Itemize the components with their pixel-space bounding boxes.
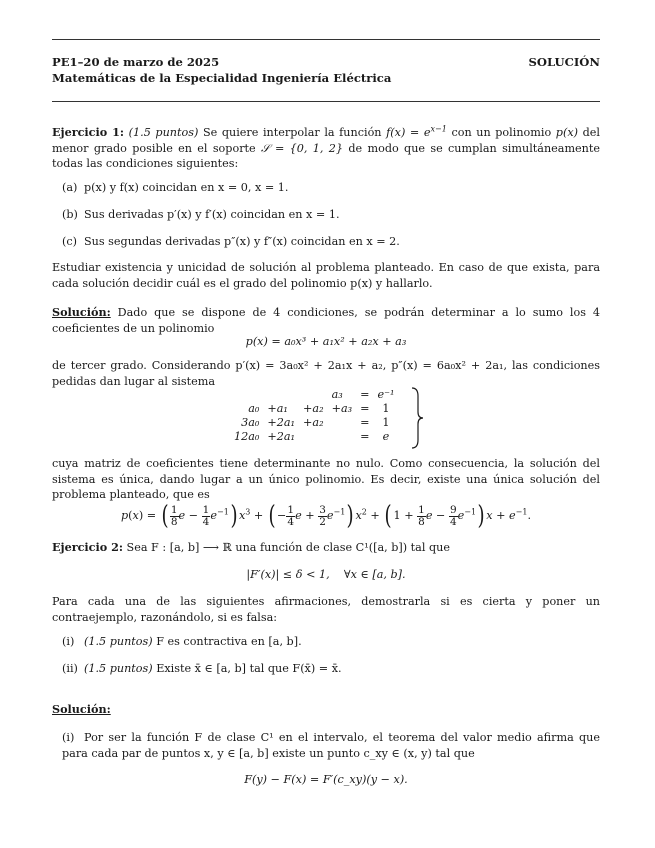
mean-value-formula: F(y) − F(x) = F′(c_xy)(y − x). (244, 773, 408, 786)
final-polynomial: p(x) = ( $\frac{1}{8}$ e − $\frac{1}{4}$ $e^{-1}$) $x^3$ + ( − $\frac{1}{4}$ e + $\frac{3}{2}$ $e^{-1}$) $x^2$ + ( 1 + $\frac{1}{8}$ e − $\frac{9}{4}$ $e^{-1}$) $x + e^{-1}$. (120, 501, 531, 531)
polynomial-formula: p(x) = a₀x³ + a₁x² + a₂x + a₃ (245, 335, 407, 348)
solution-label: SOLUCIÓN (528, 55, 600, 69)
system-row: a₃ = e⁻¹ (331, 388, 395, 401)
solution-2-label: Solución: (52, 702, 111, 716)
top-rule (52, 39, 600, 40)
condition-b: (b) Sus derivadas p′(x) y f′(x) coincidan en x = 1. (62, 208, 340, 221)
claim-i: (i) (1.5 puntos) F es contractiva en [a, b]. (62, 635, 302, 648)
document-header (52, 55, 600, 86)
linear-system (230, 388, 399, 444)
exercise-2-label: Ejercicio 2: (52, 540, 123, 554)
support-set: 𝒮 = {0, 1, 2} (261, 141, 344, 155)
header-bottom-rule (52, 101, 600, 102)
exercise-1-text: Se quiere interpolar la función (202, 126, 382, 139)
exercise-2-statement: Ejercicio 2: Sea F : [a, b] ⟶ ℝ una función de clase C¹([a, b]) tal que (52, 540, 450, 554)
exercise-1-text: del menor grado posible en el soporte (52, 126, 600, 155)
solution-1-intro: Solución: Dado que se dispone de 4 condiciones, se podrán determinar a lo sumo los 4 coeficientes de un polinomio (52, 305, 601, 335)
solution-1-derivatives: de tercer grado. Considerando p′(x) = 3a₀x² + 2a₁x + a₂, p″(x) = 6a₀x² + 2a₁, las condiciones pedidas dan lugar al sistema (52, 359, 600, 388)
exercise-1-statement (52, 125, 600, 172)
exercise-1-question: Estudiar existencia y unicidad de solución al problema planteado. En caso de que exista, para cada solución decidir cuál es el grado del polinomio p(x) y hallarlo. (52, 261, 600, 290)
claim-ii: (ii) (1.5 puntos) Existe x̄ ∈ [a, b] tal que F(x̄) = x̄. (62, 662, 342, 675)
system-row: a₀ +a₁ +a₂ +a₃ = 1 (248, 402, 390, 415)
solution-2-label-line (52, 702, 600, 718)
system-row: 12a₀ +2a₁ = e (234, 430, 390, 443)
exercise-2-text: Para cada una de las siguientes afirmaciones, demostrarla si es cierta y poner un contraejemplo, razonándolo, si es falsa: (52, 595, 600, 624)
derivative-bound: |F′(x)| ≤ δ < 1, ∀x ∈ [a, b]. (246, 568, 406, 581)
function-f: $f(x) = e^{x-1}$ (386, 124, 447, 139)
exercise-1-points: (1.5 puntos) (128, 126, 199, 139)
polynomial-p: p(x) (555, 126, 578, 139)
condition-a: (a) p(x) y f(x) coincidan en x = 0, x = 1. (62, 181, 289, 194)
right-brace-icon (410, 386, 424, 450)
exam-title: PE1–20 de marzo de 2025 (52, 55, 220, 69)
condition-c: (c) Sus segundas derivadas p″(x) y f″(x) coincidan en x = 2. (62, 235, 400, 248)
exercise-1-text: con un polinomio (451, 126, 552, 139)
solution-1-label: Solución: (52, 305, 111, 319)
exercise-1-text: de modo que se cumplan simultáneamente todas las condiciones siguientes: (52, 141, 600, 170)
solution-1-conclusion: cuya matriz de coeficientes tiene determinante no nulo. Como consecuencia, la solución del sistema es única, dando lugar a un único polinomio. Es decir, existe una única solución del problema planteado, que es (52, 457, 600, 501)
solution-2-item-i: (i) Por ser la función F de clase C¹ en el intervalo, el teorema del valor medio afirma que para cada par de puntos x, y ∈ [a, b] existe un punto c_xy ∈ (x, y) tal que (62, 731, 600, 760)
system-row: 3a₀ +2a₁ +a₂ = 1 (241, 416, 390, 429)
course-title: Matemáticas de la Especialidad Ingeniería Eléctrica (52, 70, 392, 85)
exercise-1-label: Ejercicio 1: (52, 125, 125, 139)
